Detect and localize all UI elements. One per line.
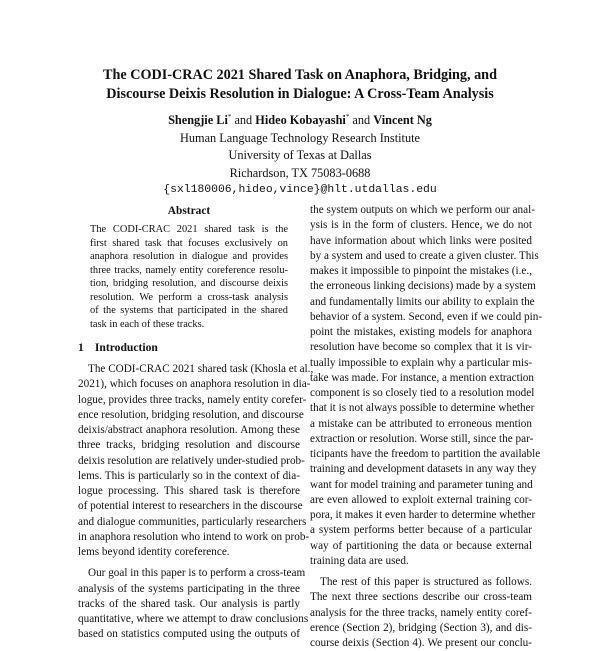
title-line-2: Discourse Deixis Resolution in Dialogue: A Cross-Team Analysis <box>106 86 494 102</box>
text-line: makes it impossible to pinpoint the mistakes (i.e., <box>310 265 532 277</box>
intro-paragraph-1 <box>78 362 314 560</box>
text-line: logue, provides three tracks, namely entity corefer- <box>78 393 307 406</box>
abstract-line: three tracks, namely entity coreference resolu- <box>90 264 288 276</box>
affiliation-line-3: Richardson, TX 75083-0688 <box>229 165 371 180</box>
text-line: ence resolution, bridging resolution, and discourse <box>78 408 304 421</box>
text-line: training and development datasets in any way they <box>310 463 537 476</box>
right-column <box>310 203 543 651</box>
author-2: Hideo Kobayashi <box>255 113 346 127</box>
text-line: analysis for the three tracks, namely entity coref- <box>310 606 532 619</box>
text-line: of potential interest to researchers in the discourse <box>78 500 303 513</box>
text-line: the erroneous linking decisions) made by a system <box>310 280 536 293</box>
author-3: Vincent Ng <box>373 113 432 127</box>
text-line: tually impossible to explain why a particular mis- <box>310 356 533 369</box>
text-line: analysis of the systems participating in the three <box>78 582 300 595</box>
text-line: lems beyond identity coreference. <box>78 546 230 558</box>
author-1-mark: * <box>227 112 232 121</box>
text-line: The CODI-CRAC 2021 shared task (Khosla et al., <box>88 363 314 375</box>
text-line: have information about which links were posited <box>310 234 532 247</box>
text-line: training data are used. <box>310 554 409 567</box>
text-line: a mistake can be attributed to erroneous mention <box>310 417 532 430</box>
affiliation-line-1: Human Language Technology Research Institute <box>180 130 420 145</box>
text-line: The rest of this paper is structured as follows. <box>320 576 532 588</box>
text-line: 2021), which focuses on anaphora resolution in dia- <box>78 378 311 391</box>
text-line: take was made. For instance, a mention extraction <box>310 371 534 384</box>
text-line: pora, it makes it even harder to determine whether <box>310 509 536 521</box>
abstract-line: task in each of these tracks. <box>90 318 205 330</box>
text-line: quantitative, where we attempt to draw conclusions <box>78 613 309 625</box>
text-line: ticipants have the freedom to partition the available <box>310 448 541 460</box>
author-conjunction-1: and <box>234 113 253 127</box>
text-line: and dialogue communities, particularly researchers <box>78 515 307 528</box>
text-line: logue processing. This shared task is therefore <box>78 485 300 497</box>
text-line: the system outputs on which we perform our anal- <box>310 204 535 216</box>
affiliation-line-2: University of Texas at Dallas <box>228 148 372 162</box>
text-line: three tracks, bridging resolution and discourse <box>78 439 300 452</box>
section-title: Introduction <box>94 341 158 354</box>
author-names <box>60 112 540 130</box>
abstract-line: resolution. We perform a cross-task analysis <box>90 291 288 303</box>
text-line: resolution have become so complex that it is vir- <box>310 341 532 354</box>
right-paragraph-2 <box>310 575 532 651</box>
text-line: want for model training and parameter tuning and <box>310 478 533 491</box>
section-number: 1 <box>78 341 84 354</box>
paper-title <box>60 66 540 104</box>
text-line: course deixis (Section 4). We present our conclu- <box>310 637 532 649</box>
text-line: by a system and used to create a given cluster. This <box>310 249 539 262</box>
abstract-line: of the systems that participated in the shared <box>90 305 288 316</box>
abstract-heading: Abstract <box>167 205 211 217</box>
text-line: Our goal in this paper is to perform a cross-team <box>88 567 306 580</box>
right-paragraph-1 <box>310 203 543 569</box>
text-line: based on statistics computed using the outputs of <box>78 628 300 641</box>
text-line: are even allowed to exploit external training cor- <box>310 493 532 506</box>
text-line: deixis/abstract anaphora resolution. Among these <box>78 424 300 436</box>
text-line: tracks of the shared task. Our analysis is partly <box>78 597 300 610</box>
author-conjunction-2: and <box>352 113 371 127</box>
abstract-line: The CODI-CRAC 2021 shared task is the <box>90 224 288 235</box>
left-column <box>78 203 314 643</box>
abstract-line: first shared task that focuses exclusively on <box>90 237 288 249</box>
author-emails: {sxl180006,hideo,vince}@hlt.utdallas.edu <box>163 184 437 196</box>
abstract-body <box>78 223 300 331</box>
abstract-line: anaphora resolution in dialogue and provides <box>90 251 288 262</box>
author-2-mark: * <box>345 112 350 121</box>
text-line: behavior of a system. Second, even if we could pin- <box>310 310 543 323</box>
text-line: extraction or resolution. Worse still, since the par- <box>310 432 534 445</box>
text-line: lems. This is particularly so in the context of dia- <box>78 469 300 482</box>
text-line: erence (Section 2), bridging (Section 3), and dis- <box>310 621 532 634</box>
text-line: way of partitioning the data or because external <box>310 539 532 552</box>
text-line: point the mistakes, existing models for anaphora <box>310 326 532 338</box>
abstract-line: tion, bridging resolution, and discourse deixis <box>90 278 288 289</box>
text-line: in anaphora resolution who intend to work on prob- <box>78 530 310 543</box>
section-heading <box>78 340 300 356</box>
text-line: a system performs better because of a particular <box>310 524 532 537</box>
text-line: The next three sections describe our cross-team <box>310 591 532 604</box>
intro-paragraph-2 <box>78 566 309 642</box>
text-line: ysis is in the form of clusters. Hence, we do not <box>310 219 532 232</box>
author-1: Shengjie Li <box>168 113 228 127</box>
title-line-1: The CODI-CRAC 2021 Shared Task on Anaphora, Bridging, and <box>103 67 497 83</box>
text-line: component is so closely tied to a resolution model <box>310 387 535 399</box>
text-line: and fundamentally limits our ability to explain the <box>310 295 535 308</box>
text-line: that it is not always possible to determine whether <box>310 402 535 415</box>
text-line: deixis resolution are relatively under-studied prob- <box>78 454 305 467</box>
author-block <box>60 112 540 200</box>
